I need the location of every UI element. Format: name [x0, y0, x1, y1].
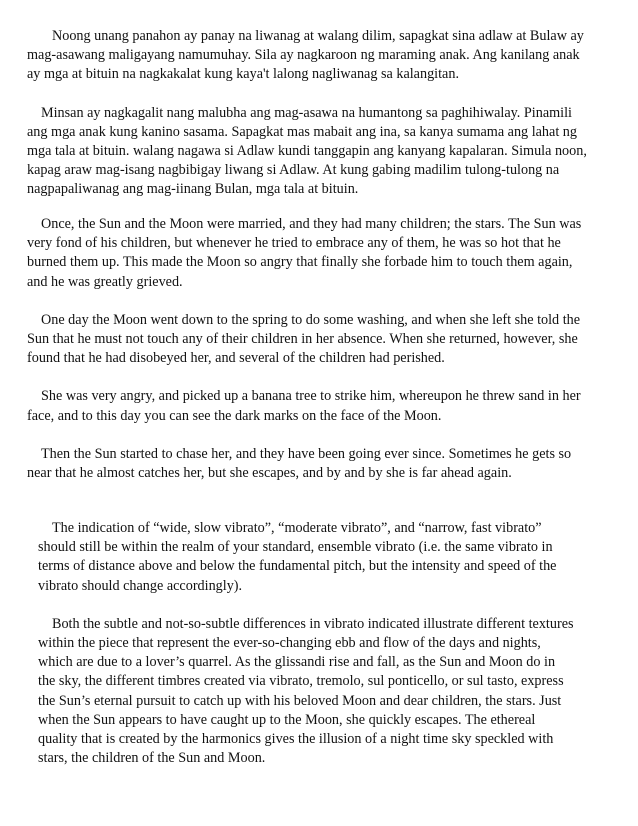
text-line: Minsan ay nagkagalit nang malubha ang mag-asawa na humantong sa paghihiwalay. Pinamili: [41, 104, 572, 121]
tagalog-paragraph-1: [38, 27, 638, 46]
text-line: near that he almost catches her, but she escapes, and by and by she is far ahead again.: [27, 465, 512, 482]
tagalog-section: [0, 27, 638, 200]
text-line: and he was greatly grieved.: [27, 273, 183, 290]
text-line: the sky, the different timbres created via vibrato, tremolo, sul ponticello, or sul tasto, express: [38, 673, 564, 690]
text-line: vibrato should change accordingly).: [38, 577, 243, 594]
text-line: the Sun’s eternal pursuit to catch up with his beloved Moon and dear children, the stars. Just: [38, 692, 562, 709]
english-paragraph-4: [27, 445, 638, 483]
text-line: Once, the Sun and the Moon were married, and they had many children; the stars. The Sun was: [41, 216, 582, 232]
text-line: stars, the children of the Sun and Moon.: [38, 750, 266, 767]
text-line: ay mga at bituin na nagkakalat kung kaya't lalong nagliwanag sa kalangitan.: [27, 66, 459, 83]
english-paragraph-3: [27, 387, 638, 425]
performance-notes-section: [0, 519, 638, 768]
text-line: found that he had disobeyed her, and several of the children had perished.: [27, 350, 445, 367]
text-line: very fond of his children, but whenever he tried to embrace any of them, he was so hot that he: [27, 235, 561, 252]
notes-paragraph-2: [38, 615, 638, 769]
text-line: should still be within the realm of your standard, ensemble vibrato (i.e. the same vibrato in: [38, 539, 553, 556]
english-paragraph-1: [27, 215, 638, 292]
text-line: quality that is created by the harmonics gives the illusion of a night time sky speckled with: [38, 731, 554, 748]
text-line: One day the Moon went down to the spring to do some washing, and when she left she told the: [41, 311, 581, 328]
notes-paragraph-1: [38, 519, 638, 596]
text-line: face, and to this day you can see the dark marks on the face of the Moon.: [27, 407, 442, 424]
text-line: Then the Sun started to chase her, and they have been going ever since. Sometimes he gets so: [41, 445, 572, 462]
tagalog-paragraph-2: [27, 104, 638, 200]
text-line: Noong unang panahon ay panay na liwanag at walang dilim, sapagkat sina adlaw at Bulaw ay: [52, 28, 584, 44]
text-line: Both the subtle and not-so-subtle differences in vibrato indicated illustrate different textures: [52, 615, 574, 632]
text-line: terms of distance above and below the fundamental pitch, but the intensity and speed of the: [38, 558, 557, 575]
tagalog-paragraph-1-cont: [27, 46, 638, 84]
text-line: nagpapaliwanag ang mag-iinang Bulan, mga tala at bituin.: [27, 181, 359, 198]
text-line: when the Sun appears to have caught up to the Moon, she quickly escapes. The ethereal: [38, 711, 536, 728]
text-line: kapag araw mag-isang nagbibigay liwang si Adlaw. At kung gabing madilim tulong-tulong na: [27, 162, 560, 179]
text-line: mag-asawang maligayang namumuhay. Sila ay nagkaroon ng maraming anak. Ang kanilang anak: [27, 47, 580, 64]
text-line: within the piece that represent the ever-so-changing ebb and flow of the days and nights,: [38, 635, 541, 652]
text-line: burned them up. This made the Moon so angry that finally she forbade him to touch them again,: [27, 254, 573, 271]
text-line: She was very angry, and picked up a banana tree to strike him, whereupon he threw sand in her: [41, 388, 581, 405]
english-section: [0, 215, 638, 483]
text-line: The indication of “wide, slow vibrato”, “moderate vibrato”, and “narrow, fast vibrato”: [52, 520, 542, 536]
text-line: ang mga anak kung kanino sasama. Sapagkat mas mabait ang ina, sa kanya sumama ang lahat ng: [27, 123, 577, 140]
text-line: mga tala at bituin. walang nagawa si Adlaw kundi tanggapin ang kanyang kapalaran. Simula noon,: [27, 143, 587, 160]
text-line: Sun that he must not touch any of their children in her absence. When she returned, however, she: [27, 331, 578, 348]
english-paragraph-2: [27, 311, 638, 369]
text-line: which are due to a lover’s quarrel. As the glissandi rise and fall, as the Sun and Moon do in: [38, 654, 556, 671]
